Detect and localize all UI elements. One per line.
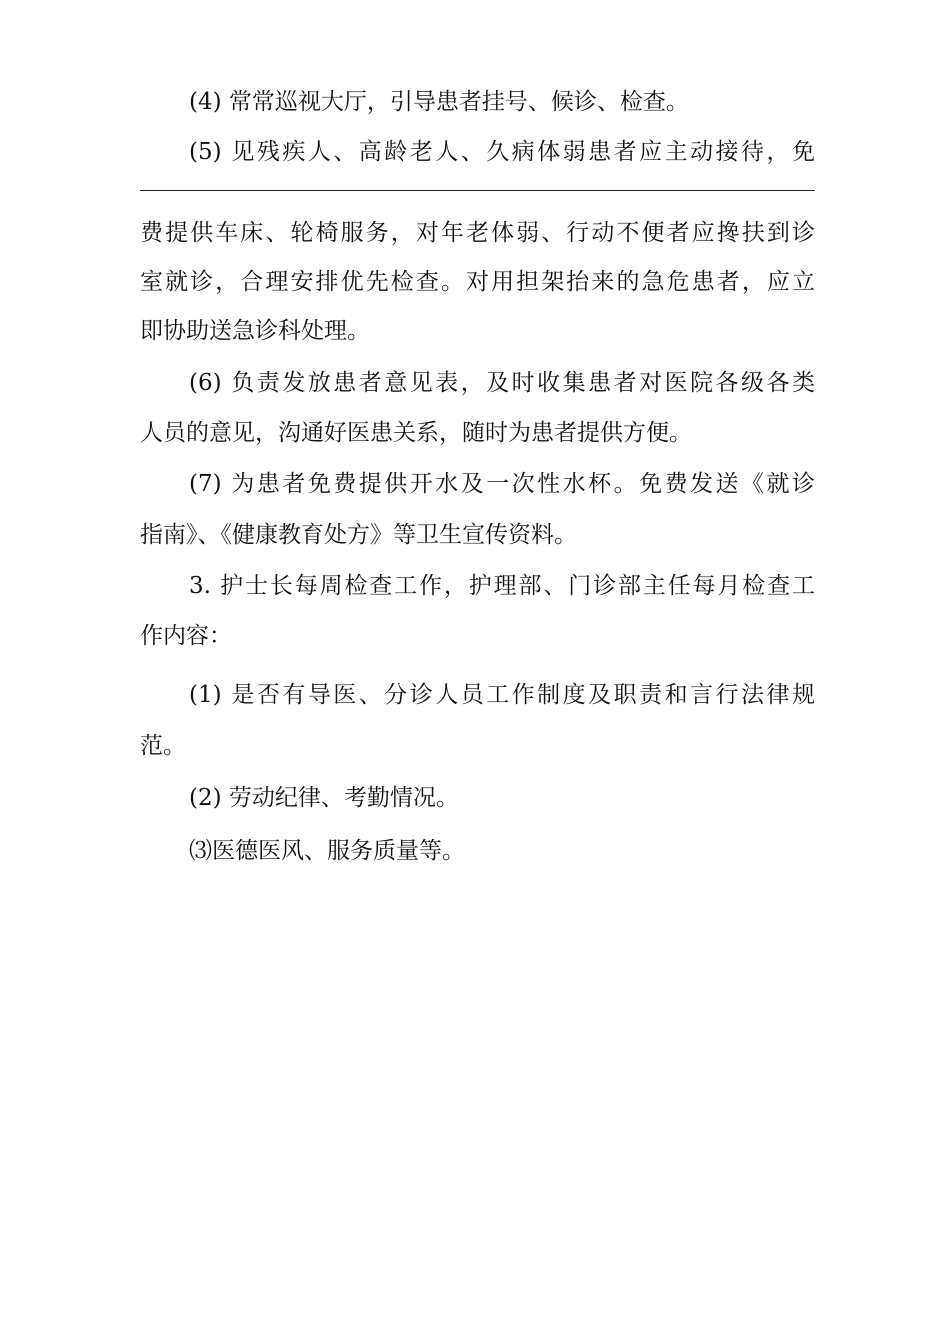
paragraph-line: 作内容： bbox=[140, 623, 232, 649]
paragraph-line-7-start: (7) 为患者免费提供开水及一次性水杯。免费发送《就诊 bbox=[189, 471, 815, 497]
paragraph-line-3-sub: ⑶医德医风、服务质量等。 bbox=[189, 838, 465, 864]
paragraph-line: 指南》、《健康教育处方》等卫生宣传资料。 bbox=[140, 522, 577, 548]
paragraph-line-5-start: (5) 见残疾人、高龄老人、久病体弱患者应主动接待，免 bbox=[189, 139, 815, 165]
paragraph-line-1-start: (1) 是否有导医、分诊人员工作制度及职责和言行法律规 bbox=[189, 682, 815, 708]
paragraph-line: 人员的意见，沟通好医患关系，随时为患者提供方便。 bbox=[140, 420, 692, 446]
paragraph-line-3-start: 3. 护士长每周检查工作，护理部、门诊部主任每月检查工 bbox=[189, 573, 815, 599]
paragraph-line: 即协助送急诊科处理。 bbox=[140, 318, 370, 344]
page-divider bbox=[140, 190, 815, 191]
paragraph-line: 室就诊，合理安排优先检查。对用担架抬来的急危患者，应立 bbox=[140, 269, 815, 295]
paragraph-line-2: (2) 劳动纪律、考勤情况。 bbox=[189, 785, 459, 811]
paragraph-line: 费提供车床、轮椅服务，对年老体弱、行动不便者应搀扶到诊 bbox=[140, 220, 815, 246]
paragraph-line-4: (4) 常常巡视大厅，引导患者挂号、候诊、检查。 bbox=[189, 89, 689, 115]
paragraph-line: 范。 bbox=[140, 733, 186, 759]
paragraph-line-6-start: (6) 负责发放患者意见表，及时收集患者对医院各级各类 bbox=[189, 370, 815, 396]
